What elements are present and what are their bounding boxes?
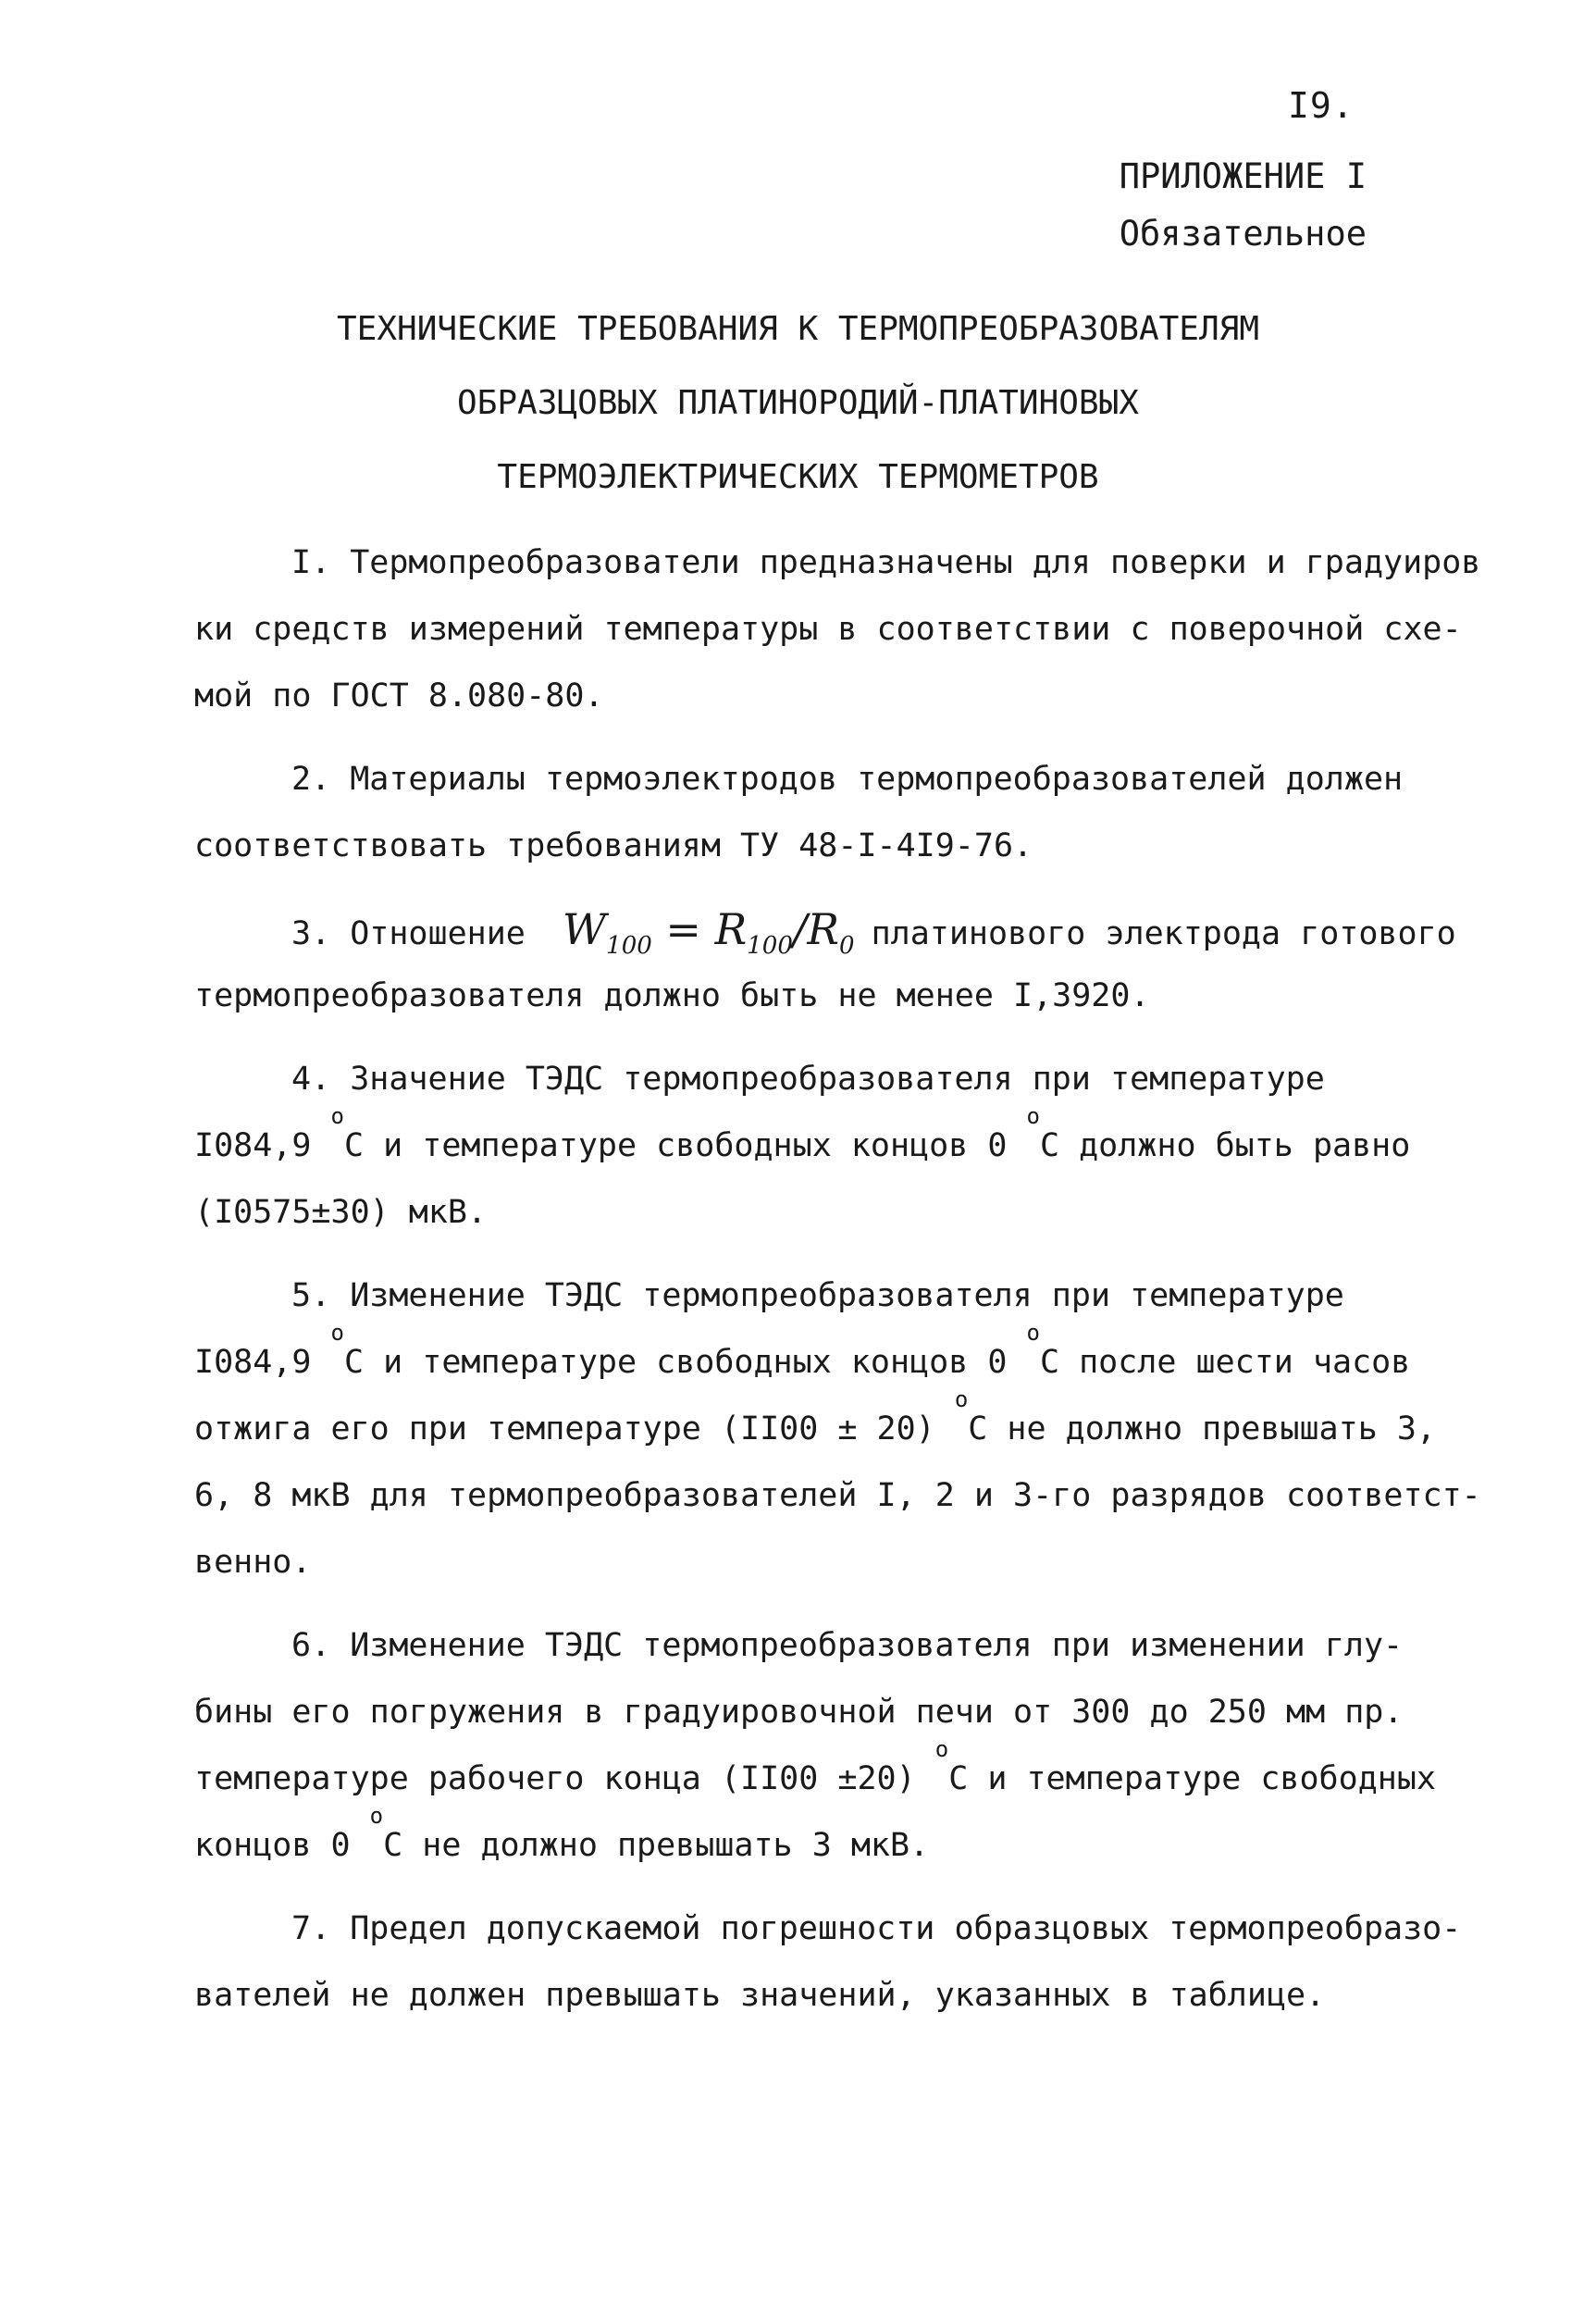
title-line-1: ТЕХНИЧЕСКИЕ ТРЕБОВАНИЯ К ТЕРМОПРЕОБРАЗОВАТЕЛЯМ bbox=[337, 310, 1259, 348]
paragraph-text: С после шести часов bbox=[1039, 1344, 1411, 1381]
paragraph-7 bbox=[194, 1895, 1462, 2029]
formula-r: R bbox=[714, 904, 748, 954]
paragraph-line bbox=[194, 1736, 1462, 1812]
formula-w-subscript: 100 bbox=[606, 932, 652, 961]
paragraph-line: вателей не должен превышать значений, указанных в таблице. bbox=[194, 1977, 1326, 2014]
degree-mark: о bbox=[1026, 1320, 1040, 1346]
page-number: I9. bbox=[1288, 85, 1355, 126]
paragraph-1 bbox=[194, 529, 1481, 729]
paragraph-line: термопреобразователя должно быть не менее I,3920. bbox=[194, 977, 1150, 1014]
formula-slash: / bbox=[792, 904, 808, 954]
document-title bbox=[0, 292, 1596, 515]
paragraph-6 bbox=[194, 1612, 1462, 1879]
paragraph-line: ки средств измерений температуры в соответствии с поверочной схе- bbox=[194, 611, 1462, 648]
paragraph-text: платинового электрода готового bbox=[871, 915, 1456, 952]
document-body bbox=[194, 529, 1481, 2045]
paragraph-line: 6, 8 мкВ для термопреобразователей I, 2 и 3-го разрядов соответст- bbox=[194, 1477, 1481, 1514]
paragraph-line bbox=[194, 1803, 1462, 1879]
paragraph-text: отжига его при температуре (II00 ± 20) bbox=[194, 1410, 955, 1447]
paragraph-text: температуре рабочего конца (II00 ±20) bbox=[194, 1760, 935, 1797]
paragraph-line bbox=[194, 1320, 1462, 1396]
formula-r0-subscript: 0 bbox=[839, 932, 855, 961]
paragraph-text: С не должно превышать 3, bbox=[968, 1410, 1436, 1447]
appendix-status: Обязательное bbox=[1119, 214, 1367, 254]
title-line-3: ТЕРМОЭЛЕКТРИЧЕСКИХ ТЕРМОМЕТРОВ bbox=[497, 458, 1099, 496]
paragraph-line: мой по ГОСТ 8.080-80. bbox=[194, 677, 604, 714]
paragraph-line bbox=[194, 1386, 1462, 1462]
paragraph-line: I. Термопреобразователи предназначены для поверки и градуиров bbox=[291, 544, 1481, 581]
paragraph-line: 2. Материалы термоэлектродов термопреобразователей должен bbox=[291, 761, 1404, 798]
paragraph-line: венно. bbox=[194, 1544, 312, 1581]
paragraph-line: 5. Изменение ТЭДС термопреобразователя при температуре bbox=[291, 1277, 1344, 1314]
paragraph-line: соответствовать требованиям ТУ 48-I-4I9-76. bbox=[194, 827, 1033, 864]
paragraph-line bbox=[194, 896, 1462, 963]
paragraph-text: С не должно превышать 3 мкВ. bbox=[383, 1827, 930, 1864]
paragraph-line: 4. Значение ТЭДС термопреобразователя при температуре bbox=[291, 1061, 1325, 1098]
degree-mark: о bbox=[954, 1386, 969, 1412]
formula-equals: = bbox=[651, 904, 715, 954]
degree-mark: о bbox=[330, 1320, 344, 1346]
formula-w: W bbox=[562, 904, 607, 954]
appendix-header bbox=[1120, 148, 1367, 263]
degree-mark: о bbox=[934, 1736, 949, 1762]
paragraph-text: концов 0 bbox=[194, 1827, 370, 1864]
paragraph-text: I084,9 bbox=[194, 1127, 331, 1164]
paragraph-4 bbox=[194, 1046, 1462, 1246]
paragraph-text: С и температуре свободных концов 0 bbox=[343, 1344, 1027, 1381]
degree-mark: о bbox=[330, 1103, 344, 1129]
paragraph-text: С и температуре свободных концов 0 bbox=[343, 1127, 1027, 1164]
formula-r0: R bbox=[807, 904, 840, 954]
appendix-label: ПРИЛОЖЕНИЕ I bbox=[1119, 156, 1367, 196]
paragraph-line bbox=[194, 1103, 1462, 1179]
paragraph-line: 7. Предел допускаемой погрешности образцовых термопреобразо- bbox=[291, 1910, 1462, 1947]
paragraph-5 bbox=[194, 1262, 1481, 1596]
paragraph-text: 3. Отношение bbox=[291, 915, 526, 952]
paragraph-line: 6. Изменение ТЭДС термопреобразователя при изменении глу- bbox=[291, 1627, 1404, 1664]
paragraph-2 bbox=[194, 746, 1462, 879]
degree-mark: о bbox=[1026, 1103, 1040, 1129]
paragraph-3 bbox=[194, 896, 1462, 1029]
paragraph-text: С и температуре свободных bbox=[948, 1760, 1436, 1797]
paragraph-line: (I0575±30) мкВ. bbox=[194, 1194, 488, 1231]
paragraph-text: С должно быть равно bbox=[1039, 1127, 1411, 1164]
paragraph-line: бины его погружения в градуировочной печи от 300 до 250 мм пр. bbox=[194, 1694, 1404, 1731]
degree-mark: о bbox=[369, 1803, 384, 1829]
paragraph-text: I084,9 bbox=[194, 1344, 331, 1381]
formula-r-subscript: 100 bbox=[747, 932, 793, 961]
title-line-2: ОБРАЗЦОВЫХ ПЛАТИНОРОДИЙ-ПЛАТИНОВЫХ bbox=[457, 384, 1139, 422]
